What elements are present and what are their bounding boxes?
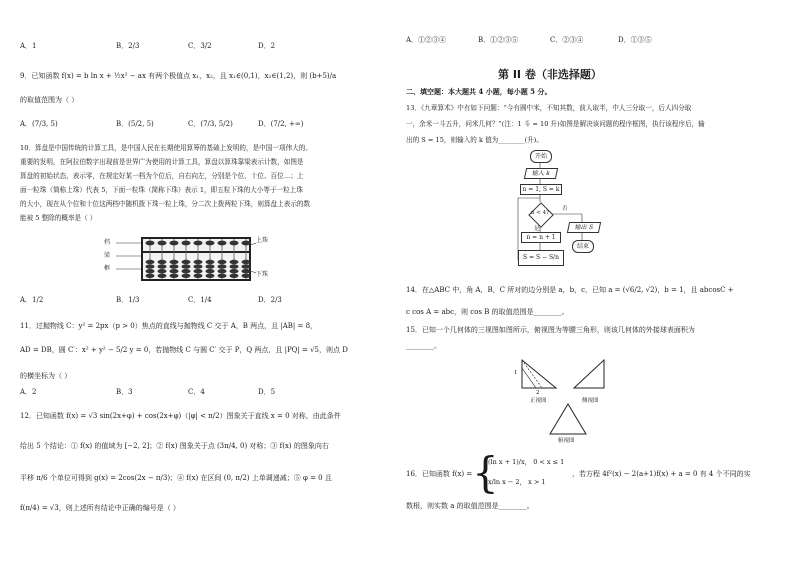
q12-line-4: f(π/4) = √3，则上述所有结论中正确的编号是（ ） [20,504,180,512]
abacus-lower-bead [182,264,191,268]
q16-piece-1: (ln x + 1)/x， 0 < x ≤ 1 [488,458,565,466]
q9-stem: 9．已知函数 f(x) = b ln x + ½x² − ax 有两个极值点 x₁，x₂，且 x₁∈(0,1)，x₂∈(1,2)，则 (b+5)/a [20,72,337,80]
flowchart-condition: n < 4? [530,210,550,216]
q10-line-2: 重要的发明，在阿拉伯数字出现前是世界广为使用的计算工具，算盘以算珠靠梁表示计数，如图是 [20,158,304,166]
abacus-upper-bead [230,241,239,246]
abacus-lower-bead [158,274,167,278]
q16-intro: 16．已知函数 f(x) = [406,470,473,478]
abacus-label-rod: 档 [104,239,111,246]
q9-option-c: C．(7/3, 5/2) [188,120,233,128]
q12-option-c: C．②③④ [550,36,584,44]
abacus-lower-bead [194,264,203,268]
q10-line-3: 算盘的初始状态，表示零，在规定好某一档为个位后，自右向左，分别是个位、十位、百位…；上 [20,172,304,180]
q11-line-1: 11．过抛物线 C：y² = 2px（p > 0）焦点的直线与抛物线 C 交于 A，B 两点，且 |AB| = 8， [20,322,318,330]
abacus-lower-bead [230,269,239,273]
q10-line-6: 能被 5 整除的概率是（ ） [20,214,97,222]
q12-option-d: D．①③⑤ [618,36,652,44]
q10-option-c: C．1/4 [188,296,212,304]
abacus-lower-bead [182,260,191,264]
flowchart-input: 输入 k [524,168,558,179]
abacus-lower-bead [194,260,203,264]
q16-brace: { [472,448,499,497]
q14-line-2: c cos A = abc，则 cos B 的取值范围是________。 [406,308,569,316]
abacus-label-upper-bead: 上珠 [256,237,269,244]
abacus-upper-bead [158,241,167,246]
abacus-upper-bead [170,241,179,246]
abacus-label-lower-bead: 下珠 [256,271,269,278]
q11-option-c: C．4 [188,388,205,396]
q15-line-2: ________。 [406,342,441,350]
abacus-lower-bead [170,260,179,264]
abacus-lower-bead [230,264,239,268]
q10-line-1: 10．算盘是中国传统的计算工具，是中国人民在长期使用算筹的基础上发明的，是中国一项伟大的、 [20,144,312,152]
abacus-figure [104,237,284,287]
flowchart-update-s: S = S − S/n [518,250,564,266]
abacus-lower-bead [218,269,227,273]
abacus-lower-bead [146,264,155,268]
three-views-dim-1: 1 [514,370,518,376]
abacus-lower-bead [194,269,203,273]
q13-line-3: 出的 S = 15，则输入的 k 值为________(升)。 [406,136,543,144]
abacus-label-frame: 框 [104,265,111,272]
q8-option-a: A．1 [20,42,37,50]
q8-option-c: C．3/2 [188,42,212,50]
abacus-upper-bead [242,241,251,246]
q10-option-b: B．1/3 [116,296,140,304]
abacus-lower-bead [242,269,251,273]
flowchart-start: 开始 [530,150,552,163]
section-title: 第 II 卷（非选择题） [498,68,602,81]
abacus-lower-bead [146,260,155,264]
abacus-lower-bead [182,274,191,278]
q13-line-1: 13．《九章算术》中有如下问题：“今有圆中米，不知其数，前人取半，中人三分取一，后人四分取 [406,104,692,112]
abacus-lower-bead [146,269,155,273]
abacus-upper-bead [206,241,215,246]
q12-line-2: 给出 5 个结论：① f(x) 的值域为 [−2, 2]；② f(x) 图象关于点 (3π/4, 0) 对称；③ f(x) 的图象向右 [20,442,329,450]
flowchart [512,150,622,278]
q13-line-2: 一，余米一斗五升，问米几何？”(注：1 斗 = 10 升)如图是解决该问题的程序框图，执行该程序后，输 [406,120,705,128]
abacus-lower-bead [206,260,215,264]
abacus-lower-bead [242,274,251,278]
front-view-label: 正视图 [530,398,547,404]
q11-line-3: 的横坐标为（ ） [20,372,72,380]
three-views-figure [512,354,662,450]
flowchart-yes-label: 是 [534,226,540,232]
q14-line-1: 14．在△ABC 中，角 A，B，C 所对的边分别是 a，b，c，已知 a = (√6/2, √2)，b = 1，且 abcosC + [406,286,734,294]
abacus-lower-bead [146,274,155,278]
q16-piece-2: x/ln x − 2， x > 1 [488,478,546,486]
q10-option-a: A．1/2 [20,296,44,304]
q12-option-a: A．①②③④ [406,36,447,44]
q11-option-d: D．5 [258,388,276,396]
abacus-lower-bead [194,274,203,278]
abacus-lower-bead [170,274,179,278]
side-view-label: 侧视图 [582,398,599,404]
q10-line-4: 面一粒珠（简称上珠）代表 5，下面一粒珠（简称下珠）表示 1，即五粒下珠的大小等于一粒上珠 [20,186,303,194]
abacus-lower-bead [206,274,215,278]
q16-line-2: 数根，则实数 a 的取值范围是________。 [406,502,534,510]
abacus-lower-bead [170,264,179,268]
abacus-lower-bead [170,269,179,273]
flowchart-output: 输出 S [567,222,601,233]
abacus-lower-bead [206,269,215,273]
abacus-lower-bead [158,264,167,268]
abacus-lower-bead [230,260,239,264]
q12-option-b: B．①②③⑤ [478,36,519,44]
q11-option-b: B．3 [116,388,133,396]
q12-line-1: 12．已知函数 f(x) = √3 sin(2x+φ) + cos(2x+φ)（|φ| < π/2）图象关于直线 x = 0 对称，由此条件 [20,412,341,420]
abacus-upper-bead [146,241,155,246]
abacus-drawing [116,237,256,283]
abacus-lower-bead [218,264,227,268]
abacus-upper-bead [218,241,227,246]
q12-line-3: 平移 π/6 个单位可得到 g(x) = 2cos(2x − π/3)；④ f(x) 在区间 (0, π/2) 上单调递减；⑤ φ = 0 且 [20,474,332,482]
abacus-lower-bead [158,260,167,264]
q9-option-b: B．(5/2, 5) [116,120,154,128]
abacus-lower-bead [158,269,167,273]
abacus-lower-bead [182,269,191,273]
top-view-label: 俯视图 [558,438,575,444]
q10-option-d: D．2/3 [258,296,282,304]
flowchart-end: 结束 [572,240,594,253]
q11-option-a: A．2 [20,388,37,396]
q9-stem-cont: 的取值范围为（ ） [20,96,79,104]
flowchart-no-label: 否 [562,206,568,212]
q8-option-b: B．2/3 [116,42,140,50]
flowchart-update-n: n = n + 1 [521,232,561,243]
abacus-lower-bead [230,274,239,278]
q16-tail: ，若方程 4f²(x) − 2(a+1)f(x) + a = 0 有 4 个不同的实 [572,470,751,478]
q9-option-d: D．(7/2, +∞) [258,120,304,128]
q11-line-2: AD = DB，圆 C′：x² + y² − 5/2 y = 0，若抛物线 C 与圆 C′ 交于 P，Q 两点，且 |PQ| = √5，则点 D [20,346,348,354]
abacus-lower-bead [242,264,251,268]
abacus-upper-bead [182,241,191,246]
abacus-label-beam: 梁 [104,252,111,259]
q8-option-d: D．2 [258,42,276,50]
abacus-lower-bead [242,260,251,264]
abacus-lower-bead [218,260,227,264]
abacus-lower-bead [218,274,227,278]
flowchart-init: n = 1, S = k [520,184,562,195]
q10-line-5: 的大小，现在从个位和十位这两档中随机拨下珠一粒上珠，分二次上拨两粒下珠，则算盘上表示的数 [20,200,311,208]
section-instructions: 二、填空题：本大题共 4 小题，每小题 5 分。 [406,87,552,96]
abacus-lower-bead [206,264,215,268]
three-views-dim-2: 2 [536,390,540,396]
abacus-upper-bead [194,241,203,246]
q15-line-1: 15．已知一个几何体的三视图如图所示，俯视图为等腰三角形，则该几何体的外接球表面积为 [406,326,695,334]
q9-option-a: A．(7/3, 5) [20,120,58,128]
